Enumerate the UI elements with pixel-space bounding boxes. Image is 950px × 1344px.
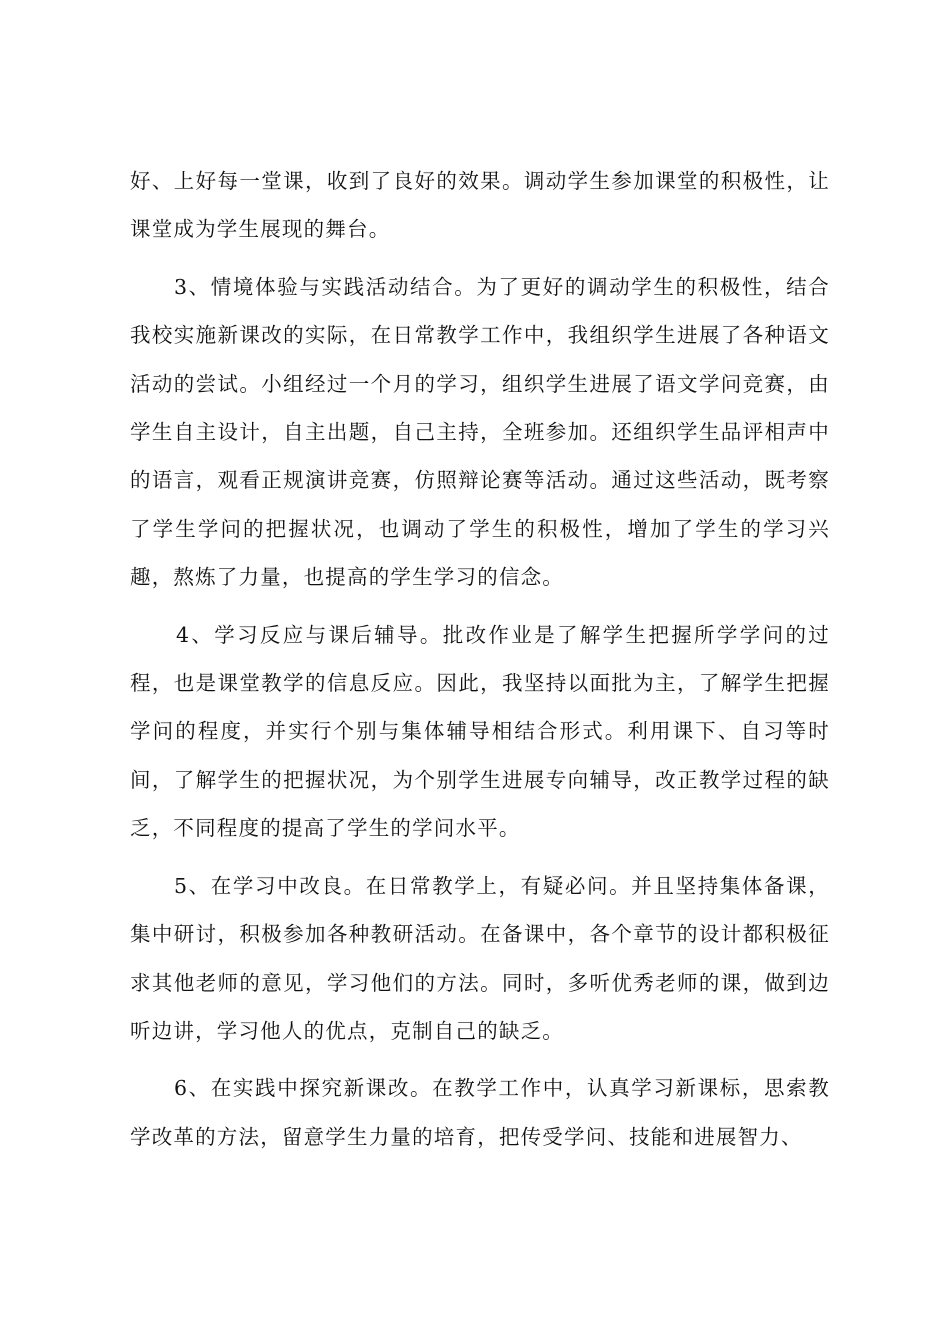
paragraph-item-4: 4、学习反应与课后辅导。批改作业是了解学生把握所学学问的过程，也是课堂教学的信息反应。因此，我坚持以面批为主，了解学生把握学问的程度，并实行个别与集体辅导相结合形式。利用课下、自习等时间，了解学生的把握状况，为个别学生进展专向辅导，改正教学过程的缺乏，不同程度的提高了学生的学问水平。 [130, 622, 830, 841]
paragraph-item-3: 3、情境体验与实践活动结合。为了更好的调动学生的积极性，结合我校实施新课改的实际，在日常教学工作中，我组织学生进展了各种语文活动的尝试。小组经过一个月的学习，组织学生进展了语文学问竞赛，由学生自主设计，自主出题，自己主持，全班参加。还组织学生品评相声中的语言，观看正规演讲竞赛，仿照辩论赛等活动。通过这些活动，既考察了学生学问的把握状况，也调动了学生的积极性，增加了学生的学习兴趣，熬炼了力量，也提高的学生学习的信念。 [130, 274, 830, 590]
document-body [130, 157, 830, 1161]
paragraph-continuation: 好、上好每一堂课，收到了良好的效果。调动学生参加课堂的积极性，让课堂成为学生展现的舞台。 [130, 169, 830, 242]
paragraph-item-6: 6、在实践中探究新课改。在教学工作中，认真学习新课标，思索教学改革的方法，留意学生力量的培育，把传受学问、技能和进展智力、 [130, 1076, 830, 1149]
paragraph-item-5: 5、在学习中改良。在日常教学上，有疑必问。并且坚持集体备课，集中研讨，积极参加各种教研活动。在备课中，各个章节的设计都积极征求其他老师的意见，学习他们的方法。同时，多听优秀老师的课，做到边听边讲，学习他人的优点，克制自己的缺乏。 [130, 873, 830, 1043]
